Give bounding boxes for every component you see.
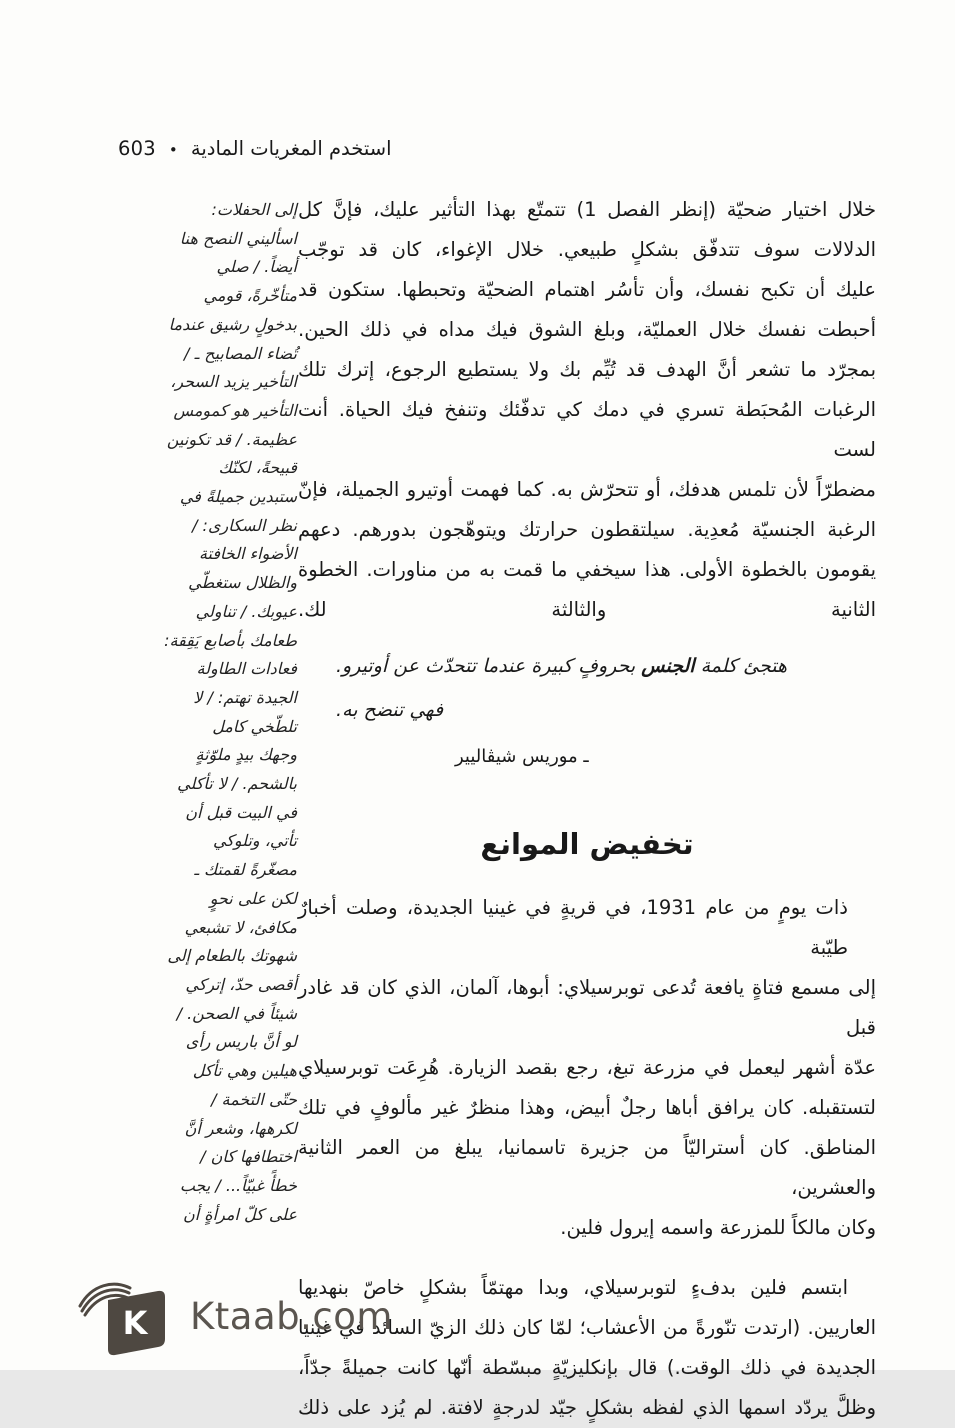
text-line: مكافئ، لا تشبعي <box>184 917 297 937</box>
quote-line <box>336 644 846 688</box>
text-line: وكان مالكاً للمزرعة واسمه إيرول فلين. <box>560 1216 876 1239</box>
text-line: الجيدة تهتم: / لا <box>193 687 297 707</box>
text-line: متأخّرةً، قومي <box>203 286 297 306</box>
text-line: الأضواء الخافتة <box>198 544 297 564</box>
text-line: المناطق. كان أستراليّاً من جزيرة تاسمانيا، يبلغ من العمر الثانية والعشرين، <box>298 1136 876 1199</box>
margin-note <box>90 196 297 1229</box>
header-page-number: 603 <box>118 137 156 160</box>
text-line: العاريين. (ارتدت تنّورةً من الأعشاب؛ لمّا كان ذلك الزيّ السائد في غينيا <box>298 1316 876 1339</box>
text-line: بالشحم. / لا تأكلي <box>177 774 297 794</box>
body-paragraph-1 <box>298 190 876 630</box>
watermark-text: Ktaab.com <box>190 1294 393 1338</box>
quote-attribution: ـ موريس شيڤاليير <box>455 746 589 767</box>
text-line: أقصى حدّ، إتركي <box>185 974 297 994</box>
text-line: شهوتك بالطعام إلى <box>167 946 297 966</box>
text-line: لتستقبله. كان يرافق أباها رجلٌ أبيض، وهذا منظرٌ غير مألوفٍ في تلك <box>298 1096 876 1119</box>
page-header <box>118 137 392 160</box>
text-line: فعادات الطاولة <box>196 659 297 679</box>
pull-quote <box>336 644 846 732</box>
text-line: التأخير يزيد السحر، <box>170 372 297 392</box>
header-bullet: • <box>168 140 178 159</box>
text-line: بدخولٍ رشيق عندما <box>168 314 297 334</box>
text-line: حتّى التخمة / <box>211 1089 297 1109</box>
quote-emphasis: الجنس <box>641 655 695 677</box>
text-line: الجديدة في ذلك الوقت.) قال بإنكليزيّةٍ مبسّطة أنّها كانت جميلةً جدّاً، <box>298 1356 876 1379</box>
quote-line: فهي تنضح به. <box>336 699 444 721</box>
body-paragraph-2 <box>298 888 876 1248</box>
text-line: يقومون بالخطوة الأولى. هذا سيخفي ما قمت به من مناورات. الخطوة <box>298 558 876 581</box>
text-line: اسأليني النصح هنا <box>179 228 297 248</box>
text-line: الثانية والثالثة لك. <box>298 598 876 621</box>
quote-text: بحروفٍ كبيرة عندما تتحدّث عن أوتيرو. <box>336 655 642 677</box>
text-line: مضطرّاً لأن تلمس هدفك، أو تتحرّش به. كما فهمت أوتيرو الجميلة، فإنّ <box>298 478 876 501</box>
text-line: الرغبات المُحبَطة تسري في دمك كي تدفّئك وتنفخ فيك الحياة. أنت لست <box>298 398 876 461</box>
text-line: عدّة أشهر ليعمل في مزرعة تبغ، رجع بقصد الزيارة. هُرِعَت توبرسيلاي <box>298 1056 876 1079</box>
quote-text: هتجئ كلمة <box>694 655 787 677</box>
watermark <box>70 1276 393 1356</box>
text-line: أيضاً. / صلي <box>216 257 297 277</box>
text-line: قبيحةً، لكنّك <box>218 458 297 478</box>
text-line: تلطّخي كامل <box>212 716 297 736</box>
text-line: اختطافها كان / <box>200 1147 297 1167</box>
text-line: الدلالات سوف تتدفّق بشكلٍ طبيعي. خلال الإغواء، كان قد توجّب <box>298 238 876 261</box>
text-line: هيلين وهي تأكل <box>192 1061 297 1081</box>
book-logo-icon <box>70 1276 176 1356</box>
text-line: التأخير هو كمومس <box>173 400 297 420</box>
body-column <box>298 190 876 1428</box>
text-line: مصغّرةً لقمتك ـ <box>194 860 297 880</box>
text-line: طعامك بأصابع يَقِقة: <box>164 630 297 650</box>
text-line: ستبدين جميلةً في <box>179 487 297 507</box>
svg-text:K: K <box>122 1304 148 1342</box>
header-title: استخدم المغريات المادية <box>190 137 392 160</box>
text-line: في البيت قبل أن <box>185 802 297 822</box>
text-line: ابتسم فلين بدفءٍ لتوبرسيلاي، وبدا مهتمّاً بشكلٍ خاصّ بنهديها <box>298 1276 848 1299</box>
text-line: شيئاً في الصحن. / <box>176 1003 297 1023</box>
text-line: عيوبك. / تناولي <box>195 601 297 621</box>
text-line: لكن على نحوٍ <box>209 888 297 908</box>
text-line: لو أنَّ باريس رأى <box>185 1032 297 1052</box>
section-heading: تخفيض الموانع <box>480 827 694 861</box>
text-line: إلى الحفلات: <box>211 200 297 219</box>
text-line: نظر السكارى: / <box>192 515 297 535</box>
text-line: عليك أن تكبح نفسك، وأن تأسُر اهتمام الضحيّة وتحبطها. ستكون قد <box>298 278 876 301</box>
text-line: ذات يومٍ من عام 1931، في قريةٍ في غينيا الجديدة، وصلت أخبارٌ طيّبة <box>298 896 848 959</box>
text-line: أحبطت نفسك خلال العمليّة، وبلغ الشوق فيك مداه في ذلك الحين. <box>298 318 876 341</box>
text-line: على كلّ امرأةٍ أن <box>182 1204 297 1224</box>
text-line: تأتي، وتلوكي <box>212 831 297 851</box>
text-line: وظلَّ يردّد اسمها الذي لفظه بشكلٍ جيّد لدرجةٍ لافتة. لم يُزد على ذلك <box>298 1396 876 1419</box>
text-line: إلى مسمع فتاةٍ يافعة تُدعى توبرسيلاي: أبوها، آلمان، الذي كان قد غادر قبل <box>298 976 876 1039</box>
text-line: وجهك بيدٍ ملوّثةٍ <box>195 745 297 765</box>
text-line: خطأً غبيّاً... / يجب <box>179 1175 297 1195</box>
text-line: بمجرّد ما تشعر أنَّ الهدف قد تُيِّم بك ولا يستطيع الرجوع، إترك تلك <box>298 358 876 381</box>
text-line: لكرهها، وشعر أنَّ <box>184 1118 297 1138</box>
text-line: عظيمة. / قد تكونين <box>166 429 297 449</box>
text-line: خلال اختيار ضحيّة (إنظر الفصل 1) تتمتّع بهذا التأثير عليك، فإنَّ كل <box>298 198 876 221</box>
text-line: تُضاء المصابيح ـ / <box>184 343 297 363</box>
text-line: الرغبة الجنسيّة مُعدِية. سيلتقطون حرارتك ويتوهّجون بدورهم. دعهم <box>298 518 876 541</box>
text-line: والظلال ستغطّي <box>188 573 297 593</box>
